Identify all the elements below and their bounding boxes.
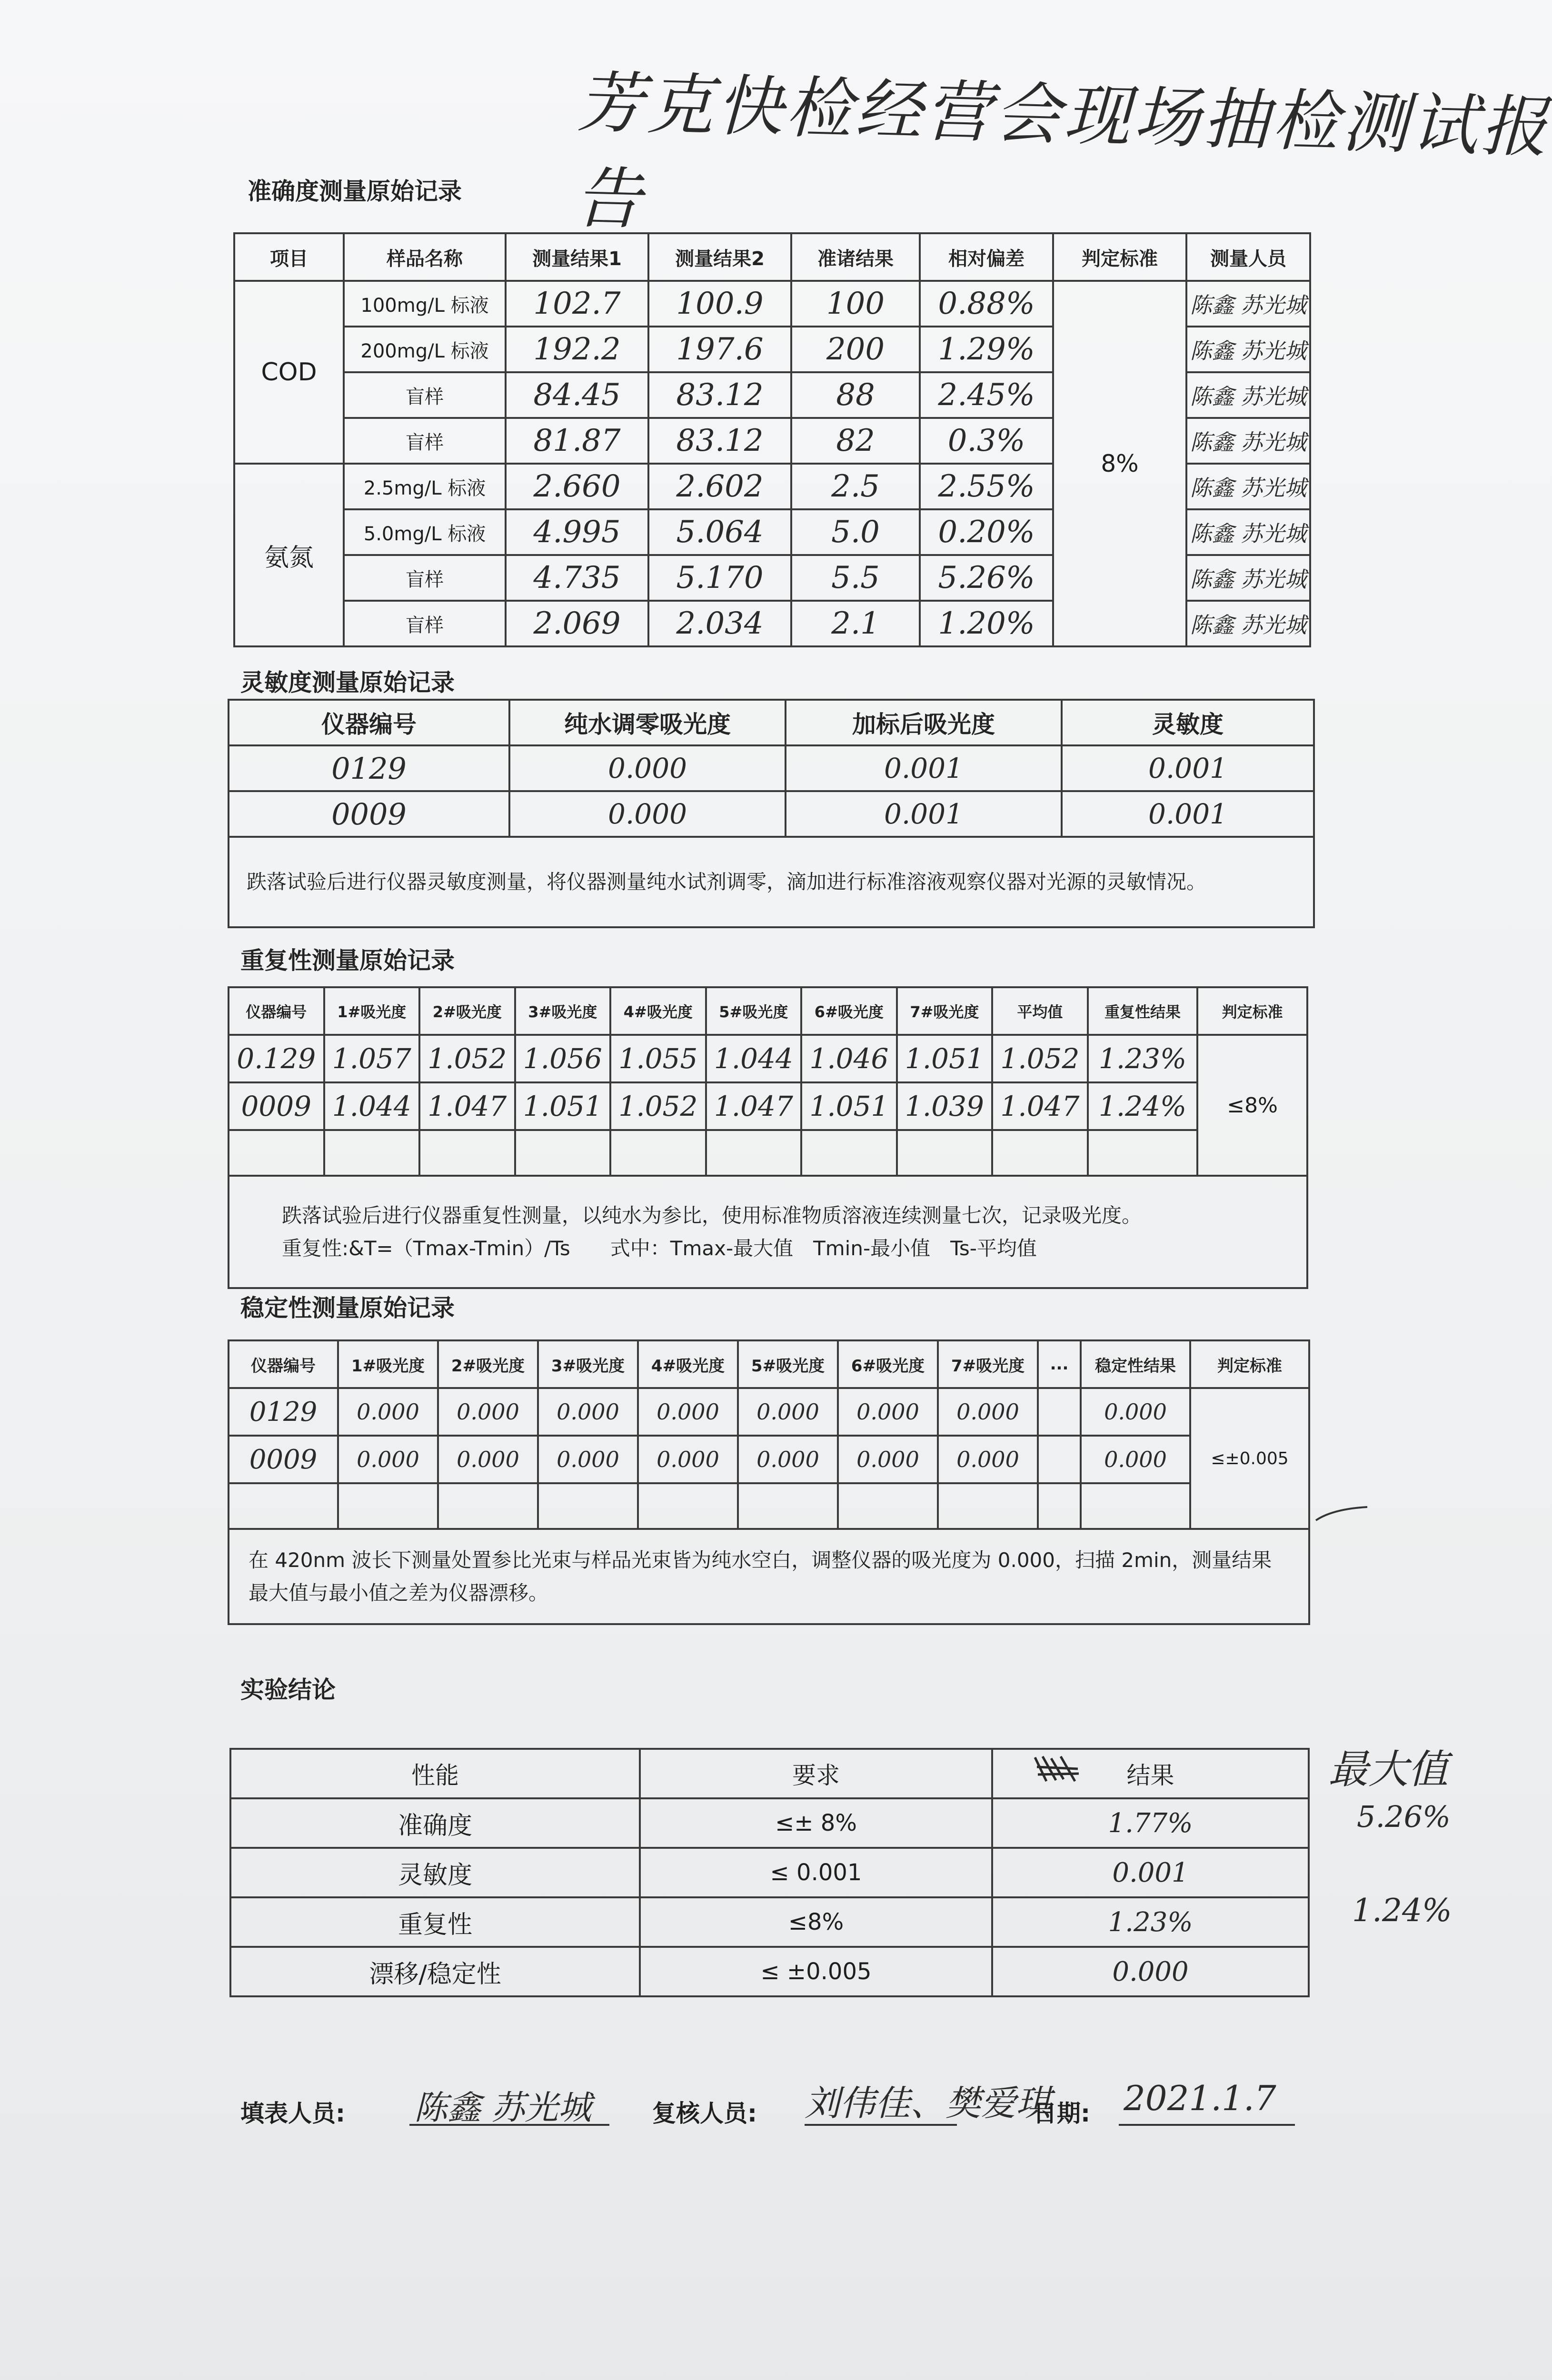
sens-h-sens: 灵敏度 [1062,700,1314,745]
stab-h: 3#吸光度 [538,1340,638,1388]
rep-v: 1.046 [801,1035,897,1082]
acc-staff: 陈鑫 苏光城 [1186,555,1310,601]
repeat-section-title: 重复性测量原始记录 [240,947,455,974]
acc-ref: 100 [791,281,920,327]
acc-dev: 1.20% [920,601,1053,646]
stab-v: 0.000 [738,1436,838,1483]
concl-h-req: 要求 [640,1749,992,1798]
acc-sample: 5.0mg/L 标液 [344,509,506,555]
stab-empty [638,1483,738,1529]
side-note-max-accuracy: 5.26% [1357,1799,1451,1834]
stability-section-title: 稳定性测量原始记录 [240,1294,455,1322]
concl-perf: 准确度 [230,1798,640,1848]
acc-standard: 8% [1053,281,1186,646]
concl-res: 0.001 [992,1848,1309,1897]
acc-r2: 5.064 [648,509,791,555]
stab-v: 0.000 [838,1436,938,1483]
acc-dev: 0.88% [920,281,1053,327]
stab-standard: ≤±0.005 [1190,1388,1309,1529]
stab-empty [1038,1388,1081,1436]
sens-note: 跌落试验后进行仪器灵敏度测量，将仪器测量纯水试剂调零，滴加进行标准溶液观察仪器对光源的灵敏情况。 [229,837,1314,927]
rep-v: 1.047 [419,1082,515,1130]
rep-h: 重复性结果 [1088,987,1198,1035]
rep-note-line2: 重复性:&T=（Tmax-Tmin）/Ts 式中：Tmax-最大值 Tmin-最小值 Ts-平均值 [282,1237,1037,1260]
stab-id: 0009 [229,1436,338,1483]
stab-v: 0.000 [638,1436,738,1483]
rep-empty [610,1130,706,1176]
stab-empty [1038,1436,1081,1483]
acc-r1: 4.735 [506,555,648,601]
reviewer-label: 复核人员: [652,2100,757,2127]
stab-result: 0.000 [1081,1388,1190,1436]
rep-empty [1088,1130,1198,1176]
acc-staff: 陈鑫 苏光城 [1186,281,1310,327]
acc-r1: 192.2 [506,327,648,372]
acc-ref: 5.5 [791,555,920,601]
acc-r2: 100.9 [648,281,791,327]
rep-avg: 1.052 [992,1035,1088,1082]
stab-h: 1#吸光度 [338,1340,438,1388]
rep-empty [229,1130,324,1176]
stab-empty [438,1483,538,1529]
acc-sample: 200mg/L 标液 [344,327,506,372]
rep-v: 1.052 [419,1035,515,1082]
filler-underline [409,2124,609,2126]
stab-v: 0.000 [338,1388,438,1436]
rep-avg: 1.047 [992,1082,1088,1130]
concl-perf: 灵敏度 [230,1848,640,1897]
rep-v: 1.044 [324,1082,420,1130]
sens-h-zero: 纯水调零吸光度 [509,700,786,745]
rep-v: 1.044 [706,1035,802,1082]
stab-v: 0.000 [738,1388,838,1436]
stab-empty [229,1483,338,1529]
stability-table [228,1339,1310,1625]
acc-staff: 陈鑫 苏光城 [1186,601,1310,646]
reviewer-signature: 刘伟佳、樊爱琪 [805,2083,1051,2124]
acc-r1: 2.069 [506,601,648,646]
stab-v: 0.000 [638,1388,738,1436]
pen-stroke-mark [1314,1504,1371,1523]
rep-v: 1.051 [897,1035,993,1082]
acc-ref: 2.5 [791,464,920,509]
acc-h-r2: 测量结果2 [648,233,791,281]
rep-v: 1.051 [515,1082,611,1130]
side-note-max-repeat: 1.24% [1352,1892,1452,1929]
acc-dev: 2.45% [920,372,1053,418]
concl-req: ≤ ±0.005 [640,1947,992,1996]
stab-v: 0.000 [538,1388,638,1436]
acc-r2: 83.12 [648,372,791,418]
conclusion-table [229,1748,1310,1997]
stab-v: 0.000 [838,1388,938,1436]
rep-h: 仪器编号 [229,987,324,1035]
stab-v: 0.000 [438,1436,538,1483]
stab-empty [338,1483,438,1529]
acc-r2: 83.12 [648,418,791,464]
report-title: 芳克快检经营会现场抽检测试报告 [574,64,1552,239]
rep-v: 1.056 [515,1035,611,1082]
stab-empty [538,1483,638,1529]
stab-h: 稳定性结果 [1081,1340,1190,1388]
acc-h-sample: 样品名称 [344,233,506,281]
acc-dev: 0.3% [920,418,1053,464]
rep-id: 0.129 [229,1035,324,1082]
date-value: 2021.1.7 [1124,2078,1276,2118]
sens-spiked: 0.001 [786,745,1062,791]
acc-sample: 2.5mg/L 标液 [344,464,506,509]
sens-id: 0129 [229,745,509,791]
filler-label: 填表人员: [240,2100,345,2127]
stab-h: 5#吸光度 [738,1340,838,1388]
rep-h: 1#吸光度 [324,987,420,1035]
acc-ref: 5.0 [791,509,920,555]
acc-staff: 陈鑫 苏光城 [1186,464,1310,509]
concl-req: ≤8% [640,1897,992,1947]
reviewer-underline [805,2124,957,2126]
acc-ref: 82 [791,418,920,464]
rep-h: 3#吸光度 [515,987,611,1035]
sensitivity-table [228,699,1315,928]
accuracy-section-title: 准确度测量原始记录 [248,178,462,205]
filler-signature: 陈鑫 苏光城 [414,2088,592,2127]
rep-standard: ≤8% [1197,1035,1307,1176]
acc-sample: 100mg/L 标液 [344,281,506,327]
acc-sample: 盲样 [344,555,506,601]
sens-value: 0.001 [1062,745,1314,791]
stab-note: 在 420nm 波长下测量处置参比光束与样品光束皆为纯水空白，调整仪器的吸光度为 0.000，扫描 2min，测量结果最大值与最小值之差为仪器漂移。 [229,1529,1309,1624]
stab-h: 仪器编号 [229,1340,338,1388]
acc-staff: 陈鑫 苏光城 [1186,372,1310,418]
sens-h-spiked: 加标后吸光度 [786,700,1062,745]
sens-zero: 0.000 [509,745,786,791]
rep-result: 1.24% [1088,1082,1198,1130]
acc-dev: 0.20% [920,509,1053,555]
acc-dev: 1.29% [920,327,1053,372]
rep-empty [419,1130,515,1176]
concl-res: 1.77% [992,1798,1309,1848]
rep-v: 1.051 [801,1082,897,1130]
acc-sample: 盲样 [344,372,506,418]
rep-h: 2#吸光度 [419,987,515,1035]
acc-r2: 2.034 [648,601,791,646]
rep-h: 平均值 [992,987,1088,1035]
acc-dev: 5.26% [920,555,1053,601]
rep-v: 1.047 [706,1082,802,1130]
rep-empty [706,1130,802,1176]
acc-h-staff: 测量人员 [1186,233,1310,281]
stab-h: 判定标准 [1190,1340,1309,1388]
stab-h: ... [1038,1340,1081,1388]
acc-staff: 陈鑫 苏光城 [1186,327,1310,372]
rep-empty [324,1130,420,1176]
rep-v: 1.052 [610,1082,706,1130]
rep-h: 5#吸光度 [706,987,802,1035]
sensitivity-section-title: 灵敏度测量原始记录 [240,669,455,696]
acc-r1: 84.45 [506,372,648,418]
repeat-table [228,986,1308,1289]
acc-group-ammonia: 氨氮 [234,464,344,646]
stab-v: 0.000 [338,1436,438,1483]
acc-r2: 5.170 [648,555,791,601]
acc-h-std: 判定标准 [1053,233,1186,281]
acc-r1: 102.7 [506,281,648,327]
stab-id: 0129 [229,1388,338,1436]
acc-staff: 陈鑫 苏光城 [1186,418,1310,464]
acc-r1: 4.995 [506,509,648,555]
stab-result: 0.000 [1081,1436,1190,1483]
acc-h-ref: 准诸结果 [791,233,920,281]
acc-r2: 2.602 [648,464,791,509]
stab-h: 6#吸光度 [838,1340,938,1388]
rep-id: 0009 [229,1082,324,1130]
acc-h-r1: 测量结果1 [506,233,648,281]
acc-h-dev: 相对偏差 [920,233,1053,281]
conclusion-section-title: 实验结论 [240,1676,336,1704]
rep-v: 1.039 [897,1082,993,1130]
accuracy-table [233,232,1311,647]
stab-empty [1038,1483,1081,1529]
sens-spiked: 0.001 [786,791,1062,837]
rep-note-line1: 跌落试验后进行仪器重复性测量，以纯水为参比，使用标准物质溶液连续测量七次，记录吸光度。 [282,1203,1142,1227]
concl-req: ≤± 8% [640,1798,992,1848]
concl-req: ≤ 0.001 [640,1848,992,1897]
concl-perf: 重复性 [230,1897,640,1947]
rep-empty [897,1130,993,1176]
date-label: 日期: [1033,2100,1090,2127]
concl-res: 1.23% [992,1897,1309,1947]
stab-h: 4#吸光度 [638,1340,738,1388]
stab-v: 0.000 [938,1436,1038,1483]
stab-empty [938,1483,1038,1529]
rep-note [229,1176,1307,1288]
rep-v: 1.057 [324,1035,420,1082]
stab-v: 0.000 [938,1388,1038,1436]
stab-v: 0.000 [438,1388,538,1436]
stab-h: 7#吸光度 [938,1340,1038,1388]
stab-empty [838,1483,938,1529]
date-underline [1119,2124,1295,2126]
rep-h: 7#吸光度 [897,987,993,1035]
acc-h-item: 项目 [234,233,344,281]
acc-r1: 81.87 [506,418,648,464]
acc-group-cod: COD [234,281,344,464]
concl-perf: 漂移/稳定性 [230,1947,640,1996]
acc-r2: 197.6 [648,327,791,372]
rep-empty [801,1130,897,1176]
acc-staff: 陈鑫 苏光城 [1186,509,1310,555]
side-note-max-label: 最大值 [1328,1746,1449,1793]
stab-v: 0.000 [538,1436,638,1483]
rep-h: 6#吸光度 [801,987,897,1035]
acc-ref: 2.1 [791,601,920,646]
sens-zero: 0.000 [509,791,786,837]
rep-empty [992,1130,1088,1176]
acc-sample: 盲样 [344,418,506,464]
sens-h-id: 仪器编号 [229,700,509,745]
stab-h: 2#吸光度 [438,1340,538,1388]
sens-value: 0.001 [1062,791,1314,837]
acc-r1: 2.660 [506,464,648,509]
sens-id: 0009 [229,791,509,837]
concl-h-res: 结果 [992,1749,1309,1798]
acc-dev: 2.55% [920,464,1053,509]
rep-empty [515,1130,611,1176]
stab-empty [738,1483,838,1529]
concl-h-perf: 性能 [230,1749,640,1798]
rep-v: 1.055 [610,1035,706,1082]
scribble-mark [1032,1753,1084,1786]
acc-ref: 200 [791,327,920,372]
rep-h: 4#吸光度 [610,987,706,1035]
concl-res: 0.000 [992,1947,1309,1996]
acc-ref: 88 [791,372,920,418]
acc-sample: 盲样 [344,601,506,646]
rep-result: 1.23% [1088,1035,1198,1082]
stab-empty [1081,1483,1190,1529]
rep-h: 判定标准 [1197,987,1307,1035]
